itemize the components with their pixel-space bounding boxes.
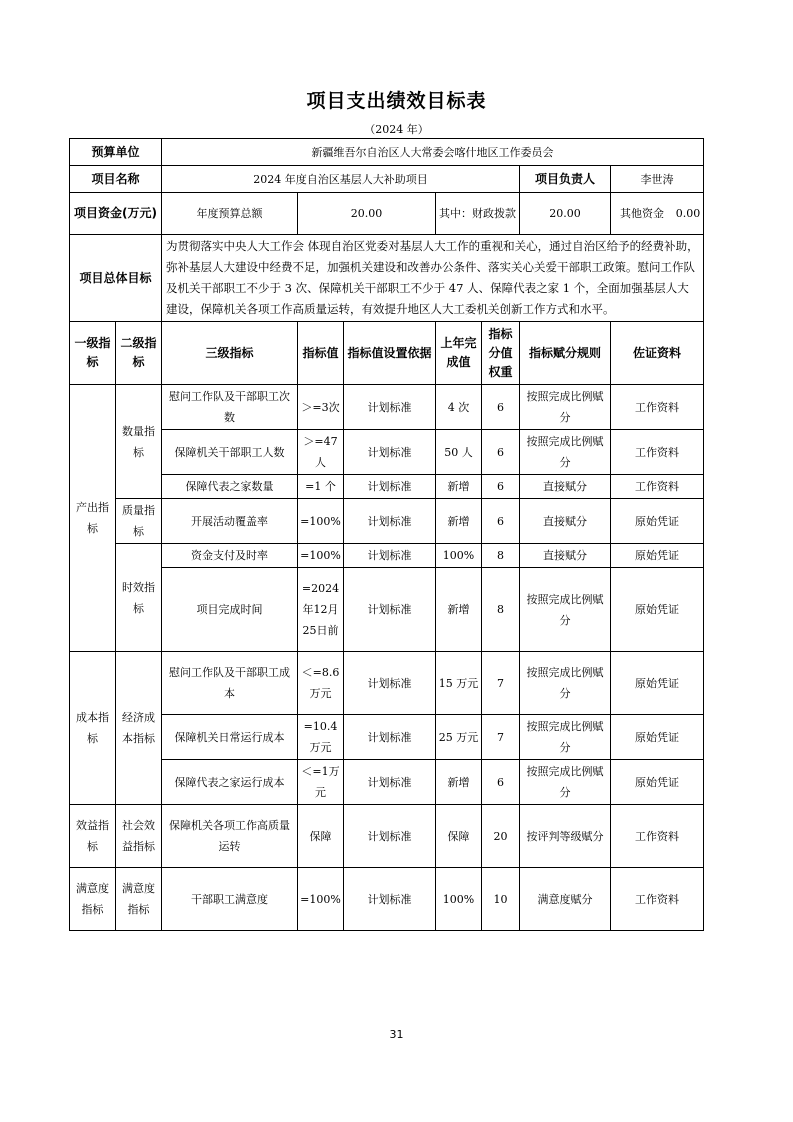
unit-label: 预算单位 bbox=[70, 139, 162, 166]
col-value: 指标值 bbox=[298, 322, 344, 385]
project-name-label: 项目名称 bbox=[70, 166, 162, 193]
col-rule: 指标赋分规则 bbox=[520, 322, 611, 385]
col-level1: 一级指标 bbox=[70, 322, 116, 385]
value-cell: =1 个 bbox=[298, 475, 344, 499]
basis-cell: 计划标准 bbox=[344, 544, 436, 568]
weight-cell: 6 bbox=[482, 475, 520, 499]
value-cell: =100% bbox=[298, 868, 344, 931]
table-row bbox=[70, 475, 704, 499]
prev-cell: 新增 bbox=[436, 760, 482, 805]
weight-cell: 8 bbox=[482, 568, 520, 652]
rule-cell: 按照完成比例赋分 bbox=[520, 715, 611, 760]
rule-cell: 满意度赋分 bbox=[520, 868, 611, 931]
prev-cell: 25 万元 bbox=[436, 715, 482, 760]
column-header-row bbox=[70, 322, 704, 385]
group-quality: 质量指标 bbox=[116, 499, 162, 544]
value-cell: =100% bbox=[298, 544, 344, 568]
evidence-cell: 工作资料 bbox=[611, 805, 704, 868]
value-cell: ＜=8.6万元 bbox=[298, 652, 344, 715]
value-cell: =2024年12月25日前 bbox=[298, 568, 344, 652]
table-row bbox=[70, 868, 704, 931]
basis-cell: 计划标准 bbox=[344, 868, 436, 931]
evidence-cell: 原始凭证 bbox=[611, 652, 704, 715]
rule-cell: 直接赋分 bbox=[520, 544, 611, 568]
annual-budget-value: 20.00 bbox=[298, 193, 436, 235]
rule-cell: 直接赋分 bbox=[520, 475, 611, 499]
unit-value: 新疆维吾尔自治区人大常委会喀什地区工作委员会 bbox=[162, 139, 704, 166]
rule-cell: 按照完成比例赋分 bbox=[520, 385, 611, 430]
group-output: 产出指标 bbox=[70, 385, 116, 652]
group-satisfaction-sub: 满意度指标 bbox=[116, 868, 162, 931]
project-owner-value: 李世涛 bbox=[611, 166, 704, 193]
basis-cell: 计划标准 bbox=[344, 385, 436, 430]
project-name-value: 2024 年度自治区基层人大补助项目 bbox=[162, 166, 520, 193]
rule-cell: 按照完成比例赋分 bbox=[520, 430, 611, 475]
table-row bbox=[70, 805, 704, 868]
goal-label: 项目总体目标 bbox=[70, 235, 162, 322]
fiscal-value: 20.00 bbox=[520, 193, 611, 235]
group-timeliness: 时效指标 bbox=[116, 544, 162, 652]
basis-cell: 计划标准 bbox=[344, 652, 436, 715]
rule-cell: 按照完成比例赋分 bbox=[520, 760, 611, 805]
value-cell: ＞=47人 bbox=[298, 430, 344, 475]
indicator-cell: 干部职工满意度 bbox=[162, 868, 298, 931]
rule-cell: 直接赋分 bbox=[520, 499, 611, 544]
weight-cell: 7 bbox=[482, 652, 520, 715]
other-fund-cell bbox=[611, 193, 704, 235]
prev-cell: 新增 bbox=[436, 475, 482, 499]
basis-cell: 计划标准 bbox=[344, 760, 436, 805]
indicator-cell: 项目完成时间 bbox=[162, 568, 298, 652]
fund-label: 项目资金(万元) bbox=[70, 193, 162, 235]
value-cell: =10.4万元 bbox=[298, 715, 344, 760]
group-quantity: 数量指标 bbox=[116, 385, 162, 499]
value-cell: ＜=1万元 bbox=[298, 760, 344, 805]
weight-cell: 6 bbox=[482, 430, 520, 475]
table-row bbox=[70, 715, 704, 760]
col-weight: 指标分值权重 bbox=[482, 322, 520, 385]
prev-cell: 保障 bbox=[436, 805, 482, 868]
prev-cell: 新增 bbox=[436, 568, 482, 652]
other-fund-value: 0.00 bbox=[675, 207, 701, 220]
basis-cell: 计划标准 bbox=[344, 475, 436, 499]
basis-cell: 计划标准 bbox=[344, 499, 436, 544]
indicator-cell: 资金支付及时率 bbox=[162, 544, 298, 568]
page-number: 31 bbox=[389, 1028, 404, 1041]
col-prev: 上年完成值 bbox=[436, 322, 482, 385]
project-owner-label: 项目负责人 bbox=[520, 166, 611, 193]
col-level2: 二级指标 bbox=[116, 322, 162, 385]
rule-cell: 按照完成比例赋分 bbox=[520, 568, 611, 652]
indicator-cell: 开展活动覆盖率 bbox=[162, 499, 298, 544]
evidence-cell: 工作资料 bbox=[611, 430, 704, 475]
evidence-cell: 原始凭证 bbox=[611, 715, 704, 760]
basis-cell: 计划标准 bbox=[344, 715, 436, 760]
basis-cell: 计划标准 bbox=[344, 805, 436, 868]
weight-cell: 20 bbox=[482, 805, 520, 868]
indicator-cell: 慰问工作队及干部职工次数 bbox=[162, 385, 298, 430]
weight-cell: 6 bbox=[482, 760, 520, 805]
rule-cell: 按照完成比例赋分 bbox=[520, 652, 611, 715]
table-row bbox=[70, 385, 704, 430]
fiscal-label: 其中：财政拨款 bbox=[436, 193, 520, 235]
evidence-cell: 原始凭证 bbox=[611, 499, 704, 544]
project-name-row bbox=[70, 166, 704, 193]
basis-cell: 计划标准 bbox=[344, 568, 436, 652]
indicator-cell: 保障机关日常运行成本 bbox=[162, 715, 298, 760]
evidence-cell: 工作资料 bbox=[611, 868, 704, 931]
goal-text: 为贯彻落实中央人大工作会 体现自治区党委对基层人大工作的重视和关心，通过自治区给予的经费补助，弥补基层人大建设中经费不足，加强机关建设和改善办公条件、落实关心关爱干部职工政策。慰问工作队及机关干部职工不少于 3 次、保障机关干部职工不少于 47 人、保障代表之家 1 个，全面加强基层人大建设，保障机关各项工作高质量运转，有效提升地区人大工委机关创新工作方式和水平。 bbox=[162, 235, 704, 322]
table-row bbox=[70, 760, 704, 805]
value-cell: ＞=3次 bbox=[298, 385, 344, 430]
prev-cell: 15 万元 bbox=[436, 652, 482, 715]
performance-target-table bbox=[69, 138, 704, 931]
table-row bbox=[70, 430, 704, 475]
evidence-cell: 原始凭证 bbox=[611, 760, 704, 805]
value-cell: =100% bbox=[298, 499, 344, 544]
fund-row bbox=[70, 193, 704, 235]
other-fund-label: 其他资金 bbox=[620, 207, 665, 220]
page-title: 项目支出绩效目标表 bbox=[306, 90, 487, 112]
prev-cell: 50 人 bbox=[436, 430, 482, 475]
prev-cell: 新增 bbox=[436, 499, 482, 544]
group-satisfaction: 满意度指标 bbox=[70, 868, 116, 931]
evidence-cell: 原始凭证 bbox=[611, 544, 704, 568]
indicator-cell: 保障代表之家数量 bbox=[162, 475, 298, 499]
weight-cell: 10 bbox=[482, 868, 520, 931]
prev-cell: 100% bbox=[436, 868, 482, 931]
prev-cell: 4 次 bbox=[436, 385, 482, 430]
table-row bbox=[70, 499, 704, 544]
weight-cell: 8 bbox=[482, 544, 520, 568]
annual-budget-label: 年度预算总额 bbox=[162, 193, 298, 235]
prev-cell: 100% bbox=[436, 544, 482, 568]
col-level3: 三级指标 bbox=[162, 322, 298, 385]
rule-cell: 按评判等级赋分 bbox=[520, 805, 611, 868]
evidence-cell: 工作资料 bbox=[611, 385, 704, 430]
unit-row bbox=[70, 139, 704, 166]
table-row bbox=[70, 568, 704, 652]
group-benefit: 效益指标 bbox=[70, 805, 116, 868]
goal-row bbox=[70, 235, 704, 322]
group-cost: 成本指标 bbox=[70, 652, 116, 805]
indicator-cell: 保障机关各项工作高质量运转 bbox=[162, 805, 298, 868]
indicator-cell: 保障代表之家运行成本 bbox=[162, 760, 298, 805]
group-social-benefit: 社会效益指标 bbox=[116, 805, 162, 868]
table-row bbox=[70, 652, 704, 715]
indicator-cell: 保障机关干部职工人数 bbox=[162, 430, 298, 475]
weight-cell: 6 bbox=[482, 499, 520, 544]
col-evidence: 佐证资料 bbox=[611, 322, 704, 385]
weight-cell: 7 bbox=[482, 715, 520, 760]
evidence-cell: 工作资料 bbox=[611, 475, 704, 499]
evidence-cell: 原始凭证 bbox=[611, 568, 704, 652]
group-economic-cost: 经济成本指标 bbox=[116, 652, 162, 805]
weight-cell: 6 bbox=[482, 385, 520, 430]
col-basis: 指标值设置依据 bbox=[344, 322, 436, 385]
table-row bbox=[70, 544, 704, 568]
value-cell: 保障 bbox=[298, 805, 344, 868]
basis-cell: 计划标准 bbox=[344, 430, 436, 475]
indicator-cell: 慰问工作队及干部职工成本 bbox=[162, 652, 298, 715]
year-subtitle: （2024 年） bbox=[364, 123, 429, 136]
